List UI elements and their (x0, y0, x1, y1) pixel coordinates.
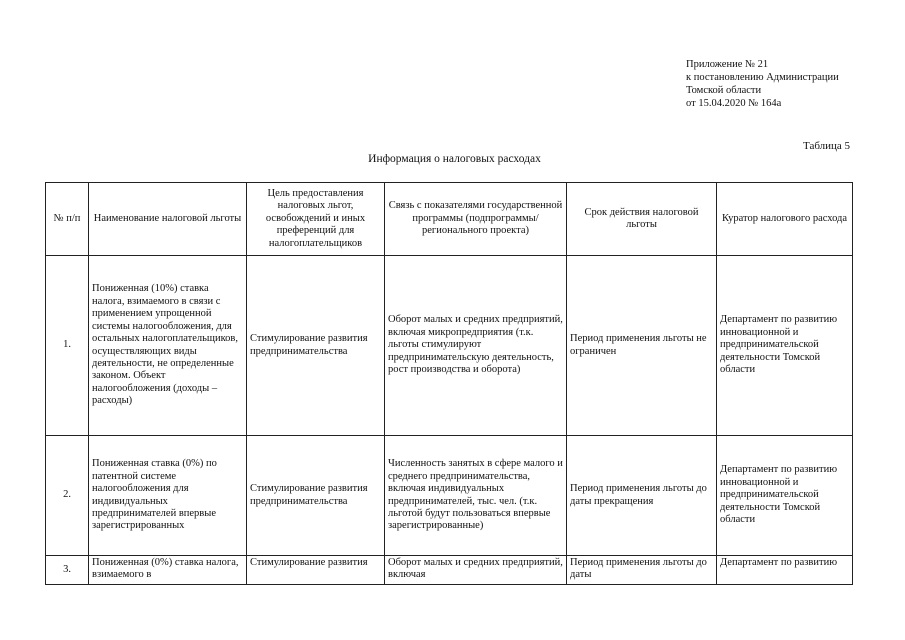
row-term: Период применения льготы до даты (570, 557, 707, 581)
row-link: Численность занятых в сфере малого и среднего предпринимательства, включая индивидуальных предпринимателей, тыс. чел. (т.к. льготой будут пользоваться впервые зарегистрированные) (385, 436, 567, 556)
table-row (46, 256, 853, 436)
row-name: Пониженная (0%) ставка налога, взимаемого в (92, 557, 239, 581)
row-num: 3. (46, 556, 89, 585)
appendix-line-1: Приложение № 21 (686, 59, 769, 70)
table-label: Таблица 5 (803, 140, 851, 152)
table-row (46, 436, 853, 556)
row-name: Пониженная (10%) ставка налога, взимаемого в связи с применением упрощенной системы налогообложения, для остальных налогоплательщиков, осуществляющих виды деятельности, не определенные законом. Объект налогообложения (доходы – расходы) (89, 256, 247, 436)
appendix-line-2: к постановлению Администрации (686, 72, 839, 83)
appendix-line-4: от 15.04.2020 № 164а (686, 98, 782, 109)
row-num: 2. (46, 436, 89, 556)
row-goal: Стимулирование развития предпринимательства (247, 436, 385, 556)
row-curator: Департамент по развитию инновационной и предпринимательской деятельности Томской области (717, 436, 853, 556)
row-term: Период применения льготы до даты прекращения (567, 436, 717, 556)
table-row (46, 556, 853, 585)
row-num: 1. (46, 256, 89, 436)
row-goal: Стимулирование развития предпринимательства (247, 256, 385, 436)
tax-expenses-table (45, 182, 853, 585)
header-curator: Куратор налогового расхода (717, 183, 853, 256)
header-num: № п/п (46, 183, 89, 256)
document-title: Информация о налоговых расходах (368, 153, 541, 165)
header-goal: Цель предоставления налоговых льгот, освобождений и иных преференций для налогоплательщиков (247, 183, 385, 256)
header-name: Наименование налоговой льготы (89, 183, 247, 256)
header-link: Связь с показателями государственной программы (подпрограммы/регионального проекта) (385, 183, 567, 256)
row-link: Оборот малых и средних предприятий, включая (388, 557, 563, 581)
appendix-line-3: Томской области (686, 85, 762, 96)
row-curator: Департамент по развитию инновационной и предпринимательской деятельности Томской области (717, 256, 853, 436)
row-curator: Департамент по развитию (720, 557, 838, 568)
header-term: Срок действия налоговой льготы (567, 183, 717, 256)
appendix-block (686, 58, 839, 110)
row-name: Пониженная ставка (0%) по патентной системе налогообложения для индивидуальных предпринимателей впервые зарегистрированных (89, 436, 247, 556)
row-link: Оборот малых и средних предприятий, включая микропредприятия (т.к. льготы стимулируют предпринимательскую деятельность, рост производства и оборота) (385, 256, 567, 436)
row-term: Период применения льготы не ограничен (567, 256, 717, 436)
table-header-row (46, 183, 853, 256)
row-goal: Стимулирование развития (250, 557, 368, 568)
